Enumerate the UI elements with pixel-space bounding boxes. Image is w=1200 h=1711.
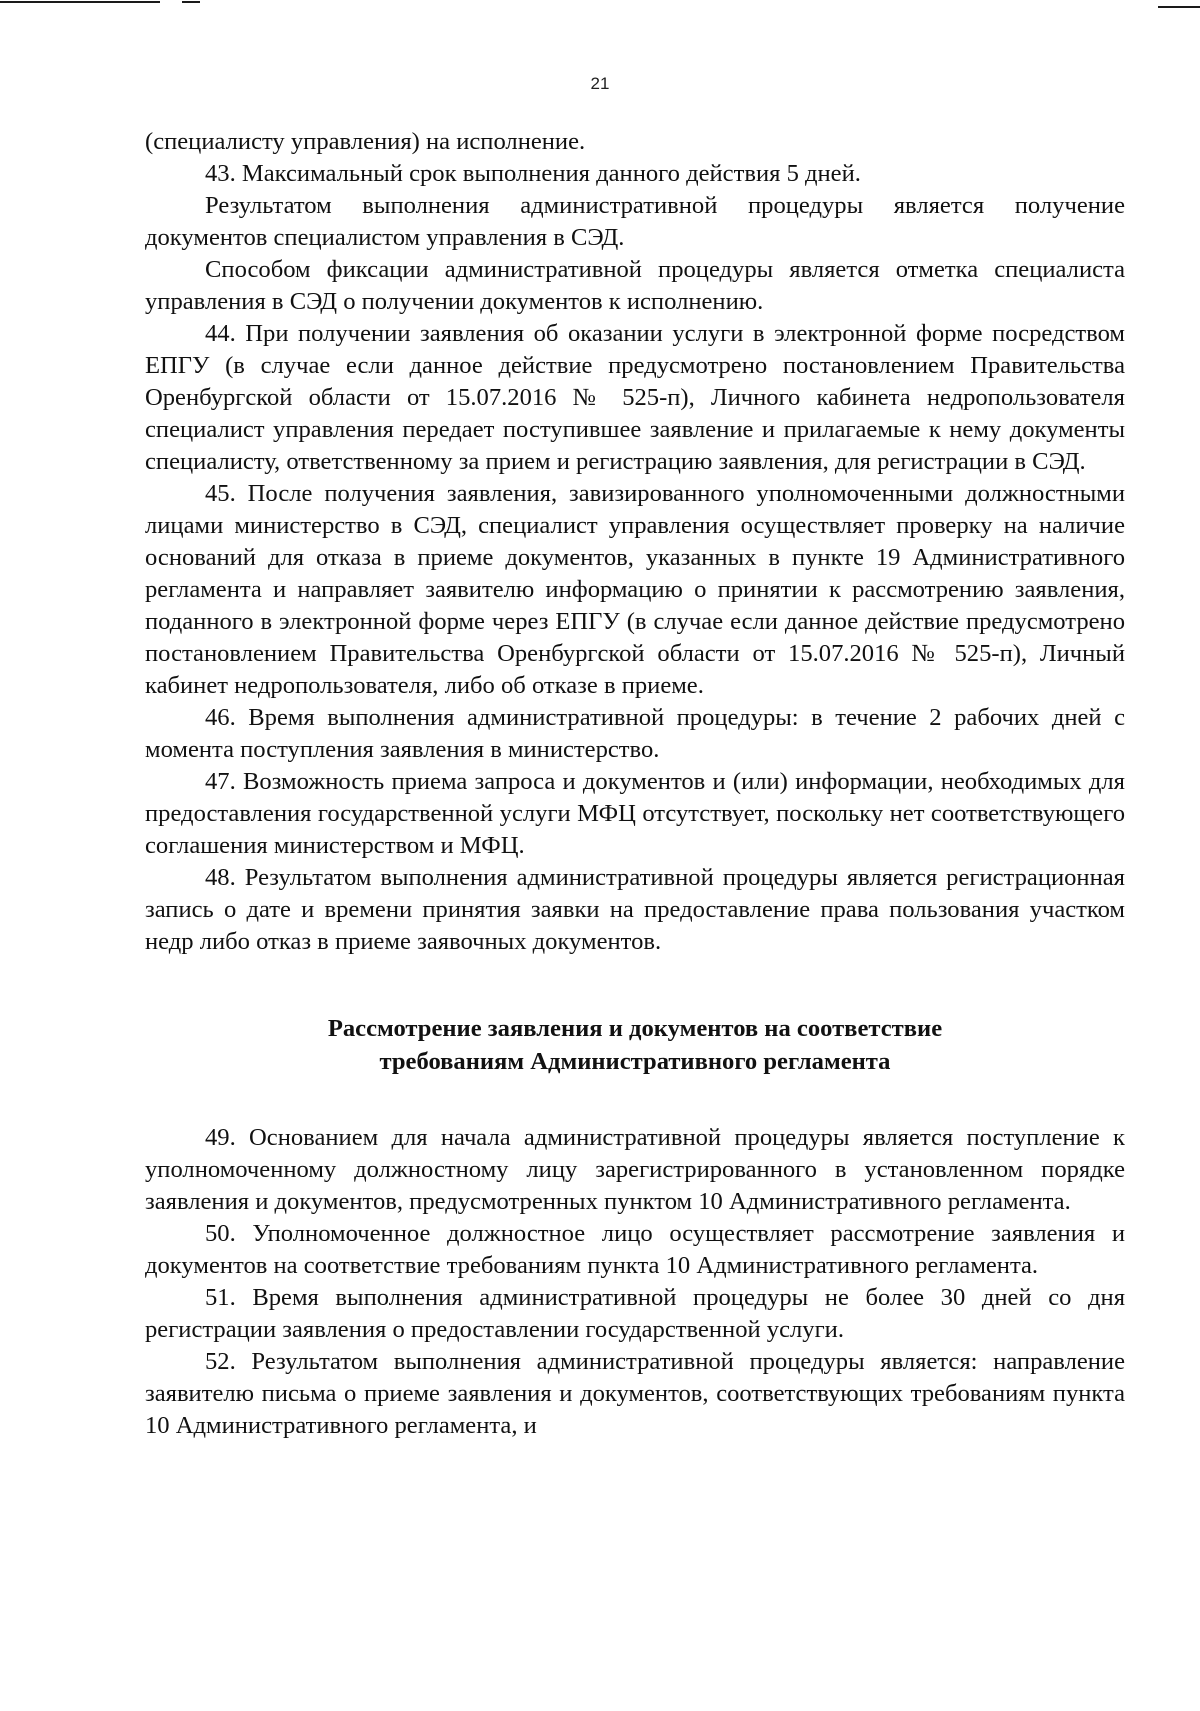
page-number: 21 [590, 74, 610, 93]
paragraphs-before-heading [145, 126, 1125, 958]
paragraph: 43. Максимальный срок выполнения данного действия 5 дней. [205, 160, 861, 187]
paragraph: 50. Уполномоченное должностное лицо осуществляет рассмотрение заявления и документов на соответствие требованиям пункта 10 Административного регламента. [145, 1220, 1125, 1279]
paragraph: 48. Результатом выполнения административной процедуры является регистрационная запись о дате и времени принятия заявки на предоставление права пользования участком недр либо отказ в приеме заявочных документов. [145, 864, 1125, 955]
paragraphs-after-heading [145, 1122, 1125, 1442]
paragraph: Способом фиксации административной процедуры является отметка специалиста управления в СЭД о получении документов к исполнению. [145, 256, 1125, 315]
paragraph: 46. Время выполнения административной процедуры: в течение 2 рабочих дней с момента поступления заявления в министерство. [145, 704, 1125, 763]
paragraph: 51. Время выполнения административной процедуры не более 30 дней со дня регистрации заявления о предоставлении государственной услуги. [145, 1284, 1125, 1343]
paragraph: 49. Основанием для начала административной процедуры является поступление к уполномоченному должностному лицу зарегистрированного в установленном порядке заявления и документов, предусмотренных пунктом 10 Административного регламента. [145, 1124, 1125, 1215]
paragraph: (специалисту управления) на исполнение. [145, 128, 586, 155]
paragraph: 52. Результатом выполнения административной процедуры является: направление заявителю письма о приеме заявления и документов, соответствующих требованиям пункта 10 Административного регламента, и [145, 1348, 1125, 1439]
section-heading-line-1: Рассмотрение заявления и документов на соответствие [327, 1015, 943, 1042]
paragraph: 44. При получении заявления об оказании услуги в электронной форме посредством ЕПГУ (в случае если данное действие предусмотрено постановлением Правительства Оренбургской области от 15.07.2016 № 525-п), Личного кабинета недропользователя специалист управления передает поступившее заявление и прилагаемые к нему документы специалисту, ответственному за прием и регистрацию заявления, для регистрации в СЭД. [145, 320, 1125, 475]
section-heading-line-2: требованиям Административного регламента [379, 1048, 891, 1075]
paragraph: 45. После получения заявления, завизированного уполномоченными должностными лицами министерство в СЭД, специалист управления осуществляет проверку на наличие оснований для отказа в приеме документов, указанных в пункте 19 Административного регламента и направляет заявителю информацию о принятии к рассмотрению заявления, поданного в электронной форме через ЕПГУ (в случае если данное действие предусмотрено постановлением Правительства Оренбургской области от 15.07.2016 № 525-п), Личный кабинет недропользователя, либо об отказе в приеме. [145, 480, 1125, 699]
document-body [145, 126, 1125, 1442]
paragraph: 47. Возможность приема запроса и документов и (или) информации, необходимых для предоставления государственной услуги МФЦ отсутствует, поскольку нет соответствующего соглашения министерством и МФЦ. [145, 768, 1125, 859]
section-heading [145, 1012, 1125, 1078]
paragraph: Результатом выполнения административной процедуры является получение документов специалистом управления в СЭД. [145, 192, 1125, 251]
scan-edge-marks [0, 0, 1200, 6]
